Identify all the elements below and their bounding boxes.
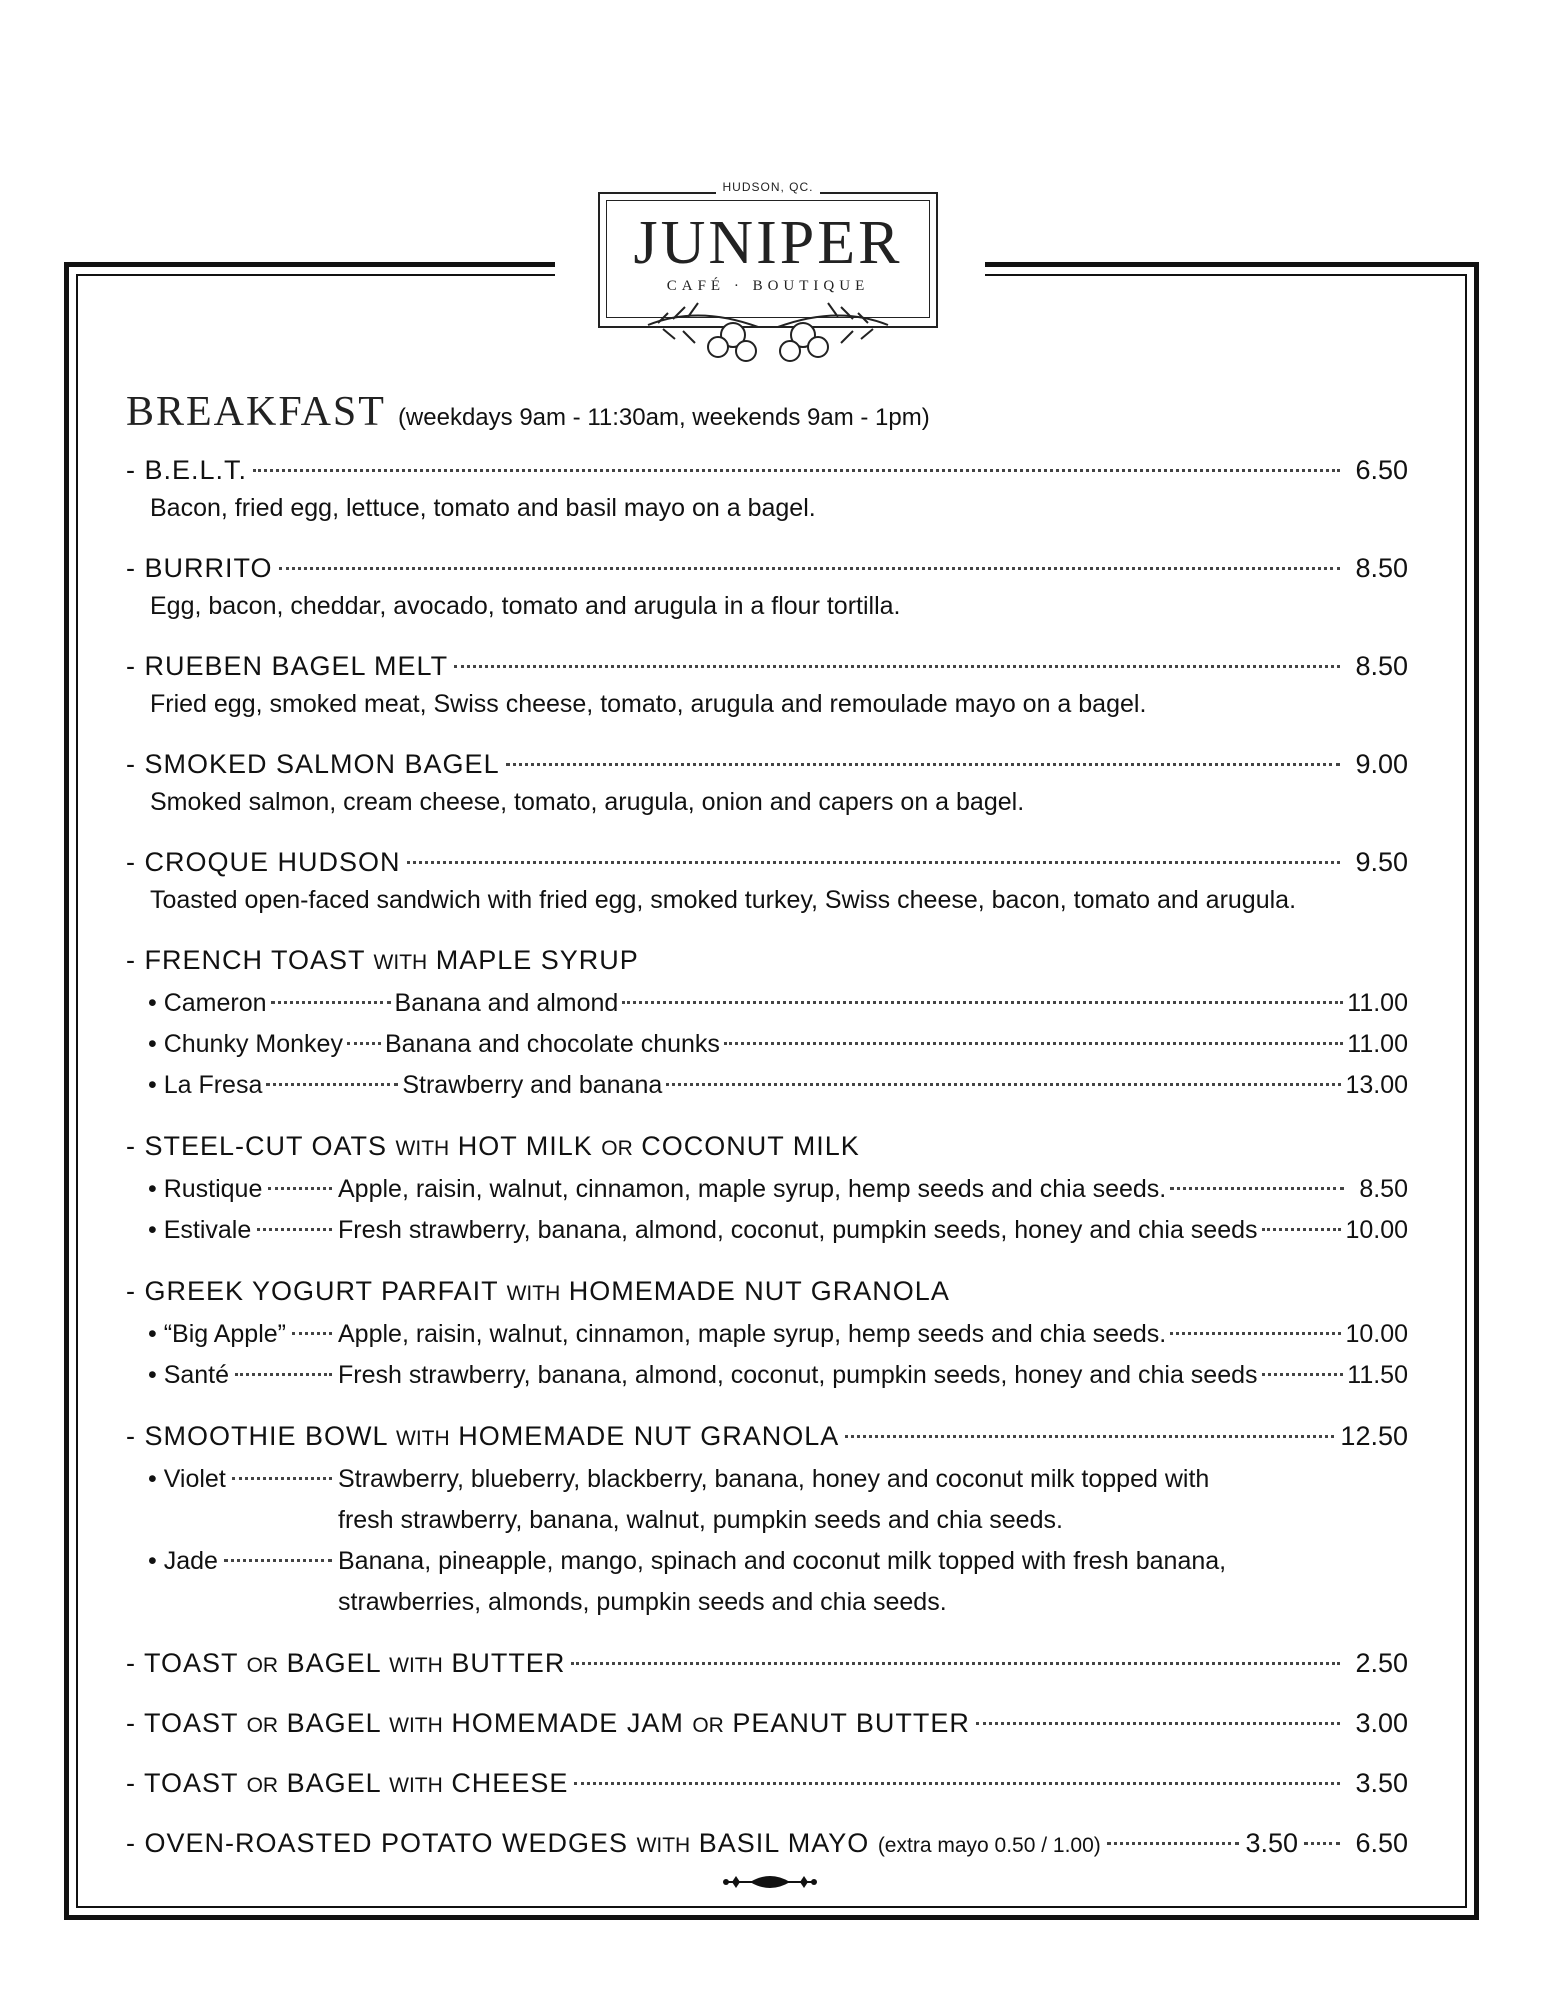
option-name: • Cameron — [148, 989, 267, 1017]
item-price-small: 3.50 — [1245, 1828, 1298, 1858]
dot-leader — [1262, 1228, 1342, 1231]
dot-leader — [666, 1083, 1341, 1086]
menu-item-burrito — [126, 548, 1408, 624]
dot-leader — [253, 469, 1340, 472]
dot-leader — [257, 1228, 332, 1231]
menu-item-toast-butter — [126, 1643, 1408, 1686]
item-price-large: 6.50 — [1355, 1828, 1408, 1858]
option-name: • Jade — [148, 1547, 218, 1575]
option-price: 10.00 — [1345, 1320, 1408, 1348]
dot-leader — [845, 1435, 1334, 1438]
menu-content — [126, 388, 1408, 1866]
menu-item-croque — [126, 842, 1408, 918]
menu-item-greek-yogurt-parfait — [126, 1271, 1408, 1396]
option-name: • “Big Apple” — [148, 1320, 286, 1348]
option-description: Apple, raisin, walnut, cinnamon, maple syrup, hemp seeds and chia seeds. — [338, 1175, 1167, 1203]
dot-leader — [1170, 1332, 1341, 1335]
item-description: Fried egg, smoked meat, Swiss cheese, tomato, arugula and remoulade mayo on a bagel. — [150, 690, 1147, 718]
option-price: 10.00 — [1345, 1216, 1408, 1244]
item-description: Egg, bacon, cheddar, avocado, tomato and arugula in a flour tortilla. — [150, 592, 901, 620]
dot-leader — [454, 665, 1340, 668]
section-hours: (weekdays 9am - 11:30am, weekends 9am - 1pm) — [397, 404, 930, 431]
item-price: 9.00 — [1355, 749, 1408, 779]
dot-leader — [976, 1722, 1340, 1725]
item-name: - SMOOTHIE BOWL WITH HOMEMADE NUT GRANOLA — [126, 1421, 840, 1451]
dot-leader — [1170, 1187, 1344, 1190]
item-price: 9.50 — [1355, 847, 1408, 877]
item-name: - CROQUE HUDSON — [126, 847, 401, 877]
option-price: 11.50 — [1347, 1361, 1408, 1389]
option-description: Strawberry, blueberry, blackberry, banana, honey and coconut milk topped with — [338, 1465, 1210, 1493]
item-name: - SMOKED SALMON BAGEL — [126, 749, 500, 779]
juniper-berry-sprig-icon — [638, 295, 898, 365]
juniper-logo — [598, 180, 938, 335]
item-description: Smoked salmon, cream cheese, tomato, arugula, onion and capers on a bagel. — [150, 788, 1025, 816]
dot-leader — [347, 1042, 381, 1045]
option-description: Banana, pineapple, mango, spinach and coconut milk topped with fresh banana, — [338, 1547, 1227, 1575]
item-price: 3.00 — [1355, 1708, 1408, 1738]
ornament-divider-icon — [720, 1870, 820, 1894]
dot-leader — [279, 567, 1340, 570]
dot-leader — [266, 1083, 398, 1086]
option-rustique — [126, 1169, 1408, 1210]
logo-name: JUNIPER — [633, 209, 903, 277]
item-name: - RUEBEN BAGEL MELT — [126, 651, 449, 681]
item-name: - TOAST OR BAGEL WITH BUTTER — [126, 1648, 566, 1678]
option-estivale — [126, 1210, 1408, 1251]
option-description: Fresh strawberry, banana, almond, coconut, pumpkin seeds, honey and chia seeds — [338, 1216, 1258, 1244]
option-description: Strawberry and banana — [402, 1071, 663, 1099]
item-name: - TOAST OR BAGEL WITH CHEESE — [126, 1768, 569, 1798]
menu-item-steel-cut-oats — [126, 1126, 1408, 1251]
option-price: 13.00 — [1345, 1071, 1408, 1099]
item-name: - FRENCH TOAST WITH MAPLE SYRUP — [126, 945, 639, 975]
option-description: Banana and chocolate chunks — [384, 1030, 720, 1058]
section-header — [126, 388, 1408, 450]
dot-leader — [1304, 1842, 1340, 1845]
option-price: 8.50 — [1359, 1175, 1408, 1203]
item-name: - STEEL-CUT OATS WITH HOT MILK OR COCONUT MILK — [126, 1131, 860, 1161]
item-price: 3.50 — [1355, 1768, 1408, 1798]
logo-subtitle: CAFÉ · BOUTIQUE — [666, 278, 870, 294]
option-chunky-monkey — [126, 1024, 1408, 1065]
item-price: 2.50 — [1355, 1648, 1408, 1678]
option-name: • Rustique — [148, 1175, 263, 1203]
item-name: - GREEK YOGURT PARFAIT WITH HOMEMADE NUT GRANOLA — [126, 1276, 950, 1306]
option-jade — [126, 1541, 1408, 1623]
option-violet — [126, 1459, 1408, 1541]
menu-item-salmon — [126, 744, 1408, 820]
option-price: 11.00 — [1347, 1030, 1408, 1058]
option-la-fresa — [126, 1065, 1408, 1106]
option-price: 11.00 — [1347, 989, 1408, 1017]
dot-leader — [1262, 1373, 1344, 1376]
option-name: • Santé — [148, 1361, 230, 1389]
dot-leader — [571, 1662, 1340, 1665]
menu-item-smoothie-bowl — [126, 1416, 1408, 1623]
item-price: 8.50 — [1355, 651, 1408, 681]
dot-leader — [224, 1559, 332, 1562]
option-description-cont: strawberries, almonds, pumpkin seeds and chia seeds. — [338, 1588, 947, 1616]
item-name: - BURRITO — [126, 553, 273, 583]
item-description: Toasted open-faced sandwich with fried egg, smoked turkey, Swiss cheese, bacon, tomato and arugula. — [150, 886, 1297, 914]
item-price: 6.50 — [1355, 455, 1408, 485]
menu-item-french-toast — [126, 940, 1408, 1106]
option-name: • Violet — [148, 1465, 226, 1493]
dot-leader — [292, 1332, 332, 1335]
option-sante — [126, 1355, 1408, 1396]
menu-item-toast-cheese — [126, 1763, 1408, 1806]
menu-item-potato-wedges — [126, 1823, 1408, 1866]
option-description: Apple, raisin, walnut, cinnamon, maple syrup, hemp seeds and chia seeds. — [338, 1320, 1167, 1348]
item-name: - B.E.L.T. — [126, 455, 248, 485]
dot-leader — [232, 1477, 332, 1480]
option-description-cont: fresh strawberry, banana, walnut, pumpkin seeds and chia seeds. — [338, 1506, 1063, 1534]
dot-leader — [235, 1373, 332, 1376]
option-name: • Chunky Monkey — [148, 1030, 343, 1058]
dot-leader — [407, 861, 1340, 864]
dot-leader — [268, 1187, 332, 1190]
item-name: - OVEN-ROASTED POTATO WEDGES WITH BASIL MAYO (extra mayo 0.50 / 1.00) — [126, 1828, 1101, 1858]
item-price: 12.50 — [1340, 1421, 1408, 1451]
item-description: Bacon, fried egg, lettuce, tomato and basil mayo on a bagel. — [150, 494, 816, 522]
dot-leader — [271, 1001, 391, 1004]
section-title: BREAKFAST — [126, 389, 386, 435]
item-price: 8.50 — [1355, 553, 1408, 583]
option-name: • La Fresa — [148, 1071, 263, 1099]
dot-leader — [1107, 1842, 1240, 1845]
item-name: - TOAST OR BAGEL WITH HOMEMADE JAM OR PEANUT BUTTER — [126, 1708, 970, 1738]
option-cameron — [126, 983, 1408, 1024]
dot-leader — [506, 763, 1340, 766]
option-description: Banana and almond — [394, 989, 619, 1017]
menu-item-belt — [126, 450, 1408, 526]
option-name: • Estivale — [148, 1216, 252, 1244]
menu-item-rueben — [126, 646, 1408, 722]
menu-item-toast-jam — [126, 1703, 1408, 1746]
dot-leader — [724, 1042, 1343, 1045]
option-description: Fresh strawberry, banana, almond, coconut, pumpkin seeds, honey and chia seeds — [338, 1361, 1258, 1389]
logo-location: HUDSON, QC. — [598, 180, 938, 194]
option-big-apple — [126, 1314, 1408, 1355]
dot-leader — [574, 1782, 1340, 1785]
dot-leader — [622, 1001, 1343, 1004]
